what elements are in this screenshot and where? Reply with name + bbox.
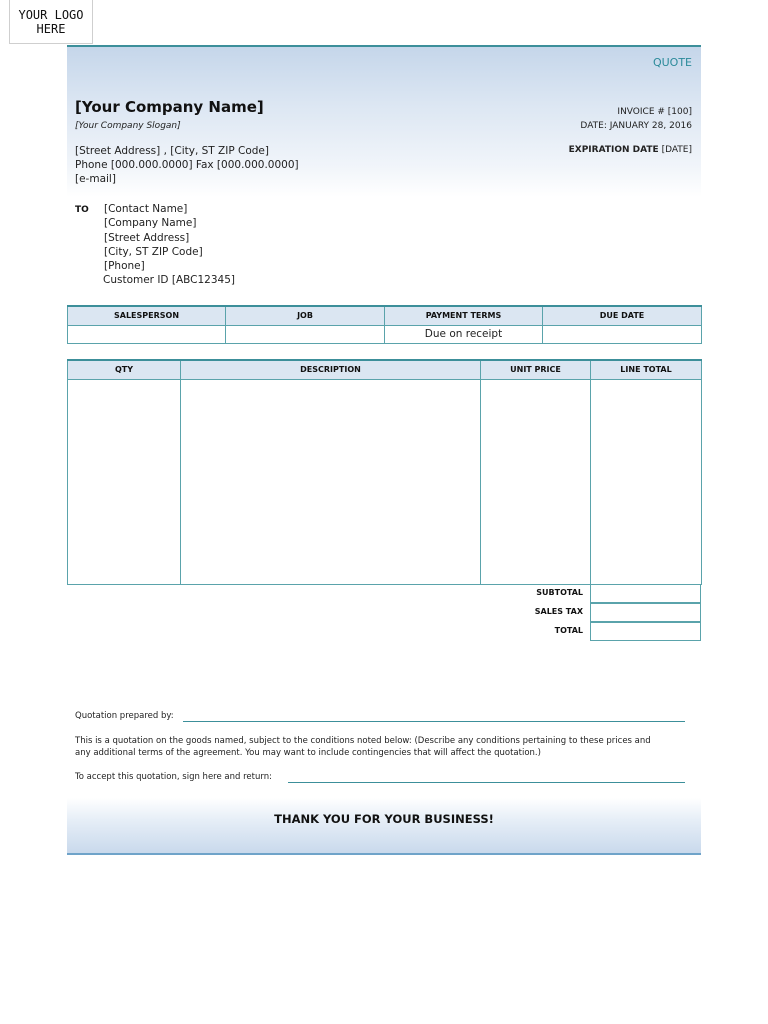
subtotal-label: SUBTOTAL bbox=[536, 588, 583, 597]
company-slogan: [Your Company Slogan] bbox=[75, 121, 181, 131]
sales-tax-label: SALES TAX bbox=[534, 607, 583, 616]
total-row bbox=[480, 622, 701, 641]
invoice-number-value: [100] bbox=[667, 107, 692, 117]
signature-line[interactable] bbox=[288, 782, 685, 783]
line-total-column[interactable] bbox=[591, 379, 702, 584]
quote-date bbox=[580, 121, 692, 131]
expiration-date-label: EXPIRATION DATE bbox=[568, 145, 659, 155]
recipient-label: TO bbox=[75, 205, 89, 215]
prepared-by-label: Quotation prepared by: bbox=[75, 711, 174, 721]
accept-signature-label: To accept this quotation, sign here and return: bbox=[75, 772, 272, 782]
date-value: JANUARY 28, 2016 bbox=[609, 121, 692, 131]
logo-placeholder: YOUR LOGO HERE bbox=[9, 0, 93, 44]
recipient-contact-name: [Contact Name] bbox=[104, 203, 188, 215]
sales-tax-row bbox=[480, 603, 701, 622]
recipient-phone: [Phone] bbox=[104, 260, 145, 272]
customer-id: Customer ID [ABC12345] bbox=[103, 274, 235, 286]
company-address: [Street Address] , [City, ST ZIP Code] bbox=[75, 145, 269, 157]
prepared-by-line[interactable] bbox=[183, 721, 685, 722]
order-info-header-row bbox=[68, 306, 702, 325]
thank-you-message: THANK YOU FOR YOUR BUSINESS! bbox=[274, 812, 494, 826]
document-type-label: QUOTE bbox=[652, 56, 692, 69]
qty-column[interactable] bbox=[68, 379, 181, 584]
payment-terms-cell[interactable]: Due on receipt bbox=[385, 325, 543, 343]
recipient-city-zip: [City, ST ZIP Code] bbox=[104, 246, 203, 258]
header-unit-price: UNIT PRICE bbox=[481, 360, 591, 379]
sales-tax-value[interactable] bbox=[590, 603, 701, 622]
expiration-date-value: [DATE] bbox=[661, 145, 692, 155]
recipient-company-name: [Company Name] bbox=[104, 217, 197, 229]
invoice-number bbox=[617, 107, 692, 117]
order-info-table bbox=[67, 305, 702, 344]
invoice-number-label: INVOICE # bbox=[617, 107, 665, 117]
header-due-date: DUE DATE bbox=[543, 306, 702, 325]
line-items-table bbox=[67, 359, 702, 585]
description-column[interactable] bbox=[181, 379, 481, 584]
unit-price-column[interactable] bbox=[481, 379, 591, 584]
header-job: JOB bbox=[226, 306, 385, 325]
header-description: DESCRIPTION bbox=[181, 360, 481, 379]
order-info-value-row bbox=[68, 325, 702, 343]
subtotal-value[interactable] bbox=[590, 584, 701, 603]
line-items-header-row bbox=[68, 360, 702, 379]
salesperson-cell[interactable] bbox=[68, 325, 226, 343]
conditions-text-line-2: any additional terms of the agreement. You may want to include contingencies that will affect the quotation.) bbox=[75, 748, 541, 758]
conditions-text-line-1: This is a quotation on the goods named, subject to the conditions noted below: (Describe any conditions pertaining to these prices and bbox=[75, 736, 651, 746]
company-phone-fax: Phone [000.000.0000] Fax [000.000.0000] bbox=[75, 159, 299, 171]
subtotal-row bbox=[480, 584, 701, 603]
expiration-date bbox=[569, 145, 692, 155]
due-date-cell[interactable] bbox=[543, 325, 702, 343]
header-salesperson: SALESPERSON bbox=[68, 306, 226, 325]
recipient-street-address: [Street Address] bbox=[104, 232, 190, 244]
company-email: [e-mail] bbox=[75, 173, 116, 185]
job-cell[interactable] bbox=[226, 325, 385, 343]
header-qty: QTY bbox=[68, 360, 181, 379]
total-value[interactable] bbox=[590, 622, 701, 641]
date-label: DATE: bbox=[580, 121, 607, 131]
total-label: TOTAL bbox=[554, 626, 583, 635]
thank-you-band bbox=[67, 798, 701, 855]
company-name: [Your Company Name] bbox=[75, 98, 264, 116]
header-line-total: LINE TOTAL bbox=[591, 360, 702, 379]
header-payment-terms: PAYMENT TERMS bbox=[385, 306, 543, 325]
line-items-body bbox=[68, 379, 702, 584]
